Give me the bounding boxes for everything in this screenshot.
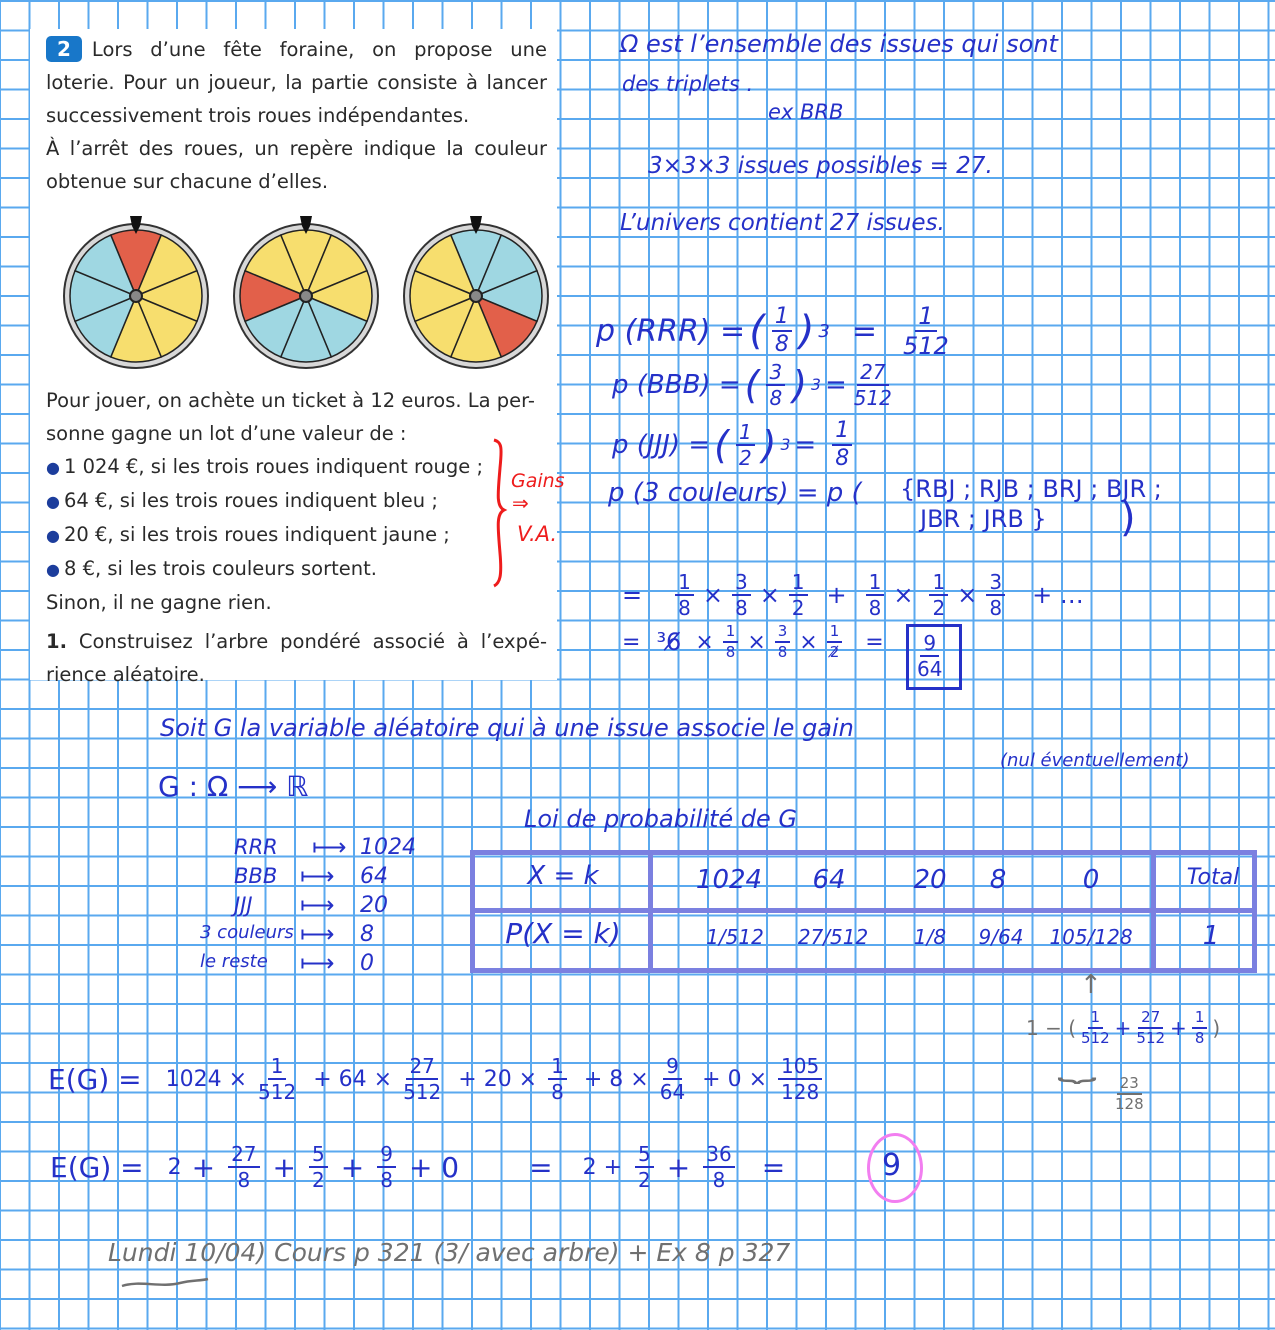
- exercise-number-badge: 2: [46, 36, 82, 62]
- homework-note: Lundi 10/04) Cours p 321 (3/ avec arbre) + Ex 8 p 327: [108, 1238, 791, 1267]
- law-title: Loi de probabilité de G: [524, 805, 797, 833]
- numerator: 27: [1138, 1010, 1163, 1029]
- numerator: 1: [736, 422, 755, 446]
- denominator: 8: [380, 1168, 393, 1192]
- plus: +: [1114, 1016, 1132, 1040]
- numerator: 1: [723, 624, 739, 643]
- annotation-arrow: ⇒: [512, 491, 529, 515]
- prob-cell: 1/512: [706, 925, 764, 949]
- fraction: [660, 1056, 685, 1102]
- question-line-2: rience aléatoire.: [46, 663, 205, 686]
- fraction: [403, 1056, 441, 1102]
- equals: =: [794, 430, 817, 460]
- denominator: 64: [917, 657, 943, 681]
- denominator: 8: [777, 643, 788, 661]
- issues-count: 3×3×3 issues possibles = 27.: [648, 153, 993, 179]
- plus: +: [340, 1150, 365, 1184]
- homework-underline-icon: [120, 1276, 210, 1290]
- value-cell: 0: [1082, 865, 1100, 895]
- numerator: 3: [732, 572, 751, 596]
- p-jjj-lhs: p (JJJ) =: [612, 430, 711, 460]
- p-3-couleurs-lhs: p (3 couleurs) = p (: [608, 478, 862, 508]
- plus: +: [826, 581, 847, 609]
- bullet-text: 64 €, si les trois roues indiquent bleu ;: [63, 489, 438, 512]
- table-row-divider: [475, 908, 1252, 913]
- p-bbb-lhs: p (BBB) =: [612, 370, 741, 400]
- intro-line-5: obtenue sur chacune d’elles.: [46, 170, 329, 193]
- wheel-3: [396, 208, 556, 373]
- fraction: [548, 1056, 567, 1102]
- p-3-couleurs-set-line-2: JBR ; JRB }: [920, 505, 1047, 533]
- denominator: 8: [237, 1168, 251, 1192]
- bullet-item: [46, 450, 547, 484]
- question-text-1: Construisez l’arbre pondéré associé à l’expé-: [78, 630, 547, 653]
- fraction: [772, 306, 792, 356]
- denominator: 8: [734, 596, 748, 620]
- annotation-gains: Gains: [511, 470, 565, 492]
- denominator: 8: [551, 1080, 564, 1104]
- denominator: 2: [312, 1168, 325, 1192]
- bullet-text: 8 €, si les trois couleurs sortent.: [63, 557, 377, 580]
- numerator: 1: [827, 624, 843, 643]
- bullet-icon: ●: [46, 526, 60, 545]
- bullet-text: 20 €, si les trois roues indiquent jaune ;: [63, 523, 450, 546]
- bullet-item: [46, 552, 547, 586]
- denominator: 8: [774, 332, 789, 357]
- result-line: = ³6̸ × $\frac{1}{8}$ × $\frac{3}{8}$ × $\frac{1}{2̸}$ =: [622, 622, 884, 661]
- equals: =: [529, 1150, 553, 1184]
- row-label-p: P(X = k): [505, 917, 621, 950]
- annotation-va: V.A.: [517, 522, 558, 546]
- denominator: 128: [1115, 1095, 1144, 1113]
- term: 2 +: [582, 1154, 623, 1180]
- maps-to-arrow-icon: ⟼: [312, 833, 347, 861]
- total-label: Total: [1186, 865, 1240, 890]
- numerator: 1: [1088, 1010, 1104, 1029]
- fraction: [258, 1056, 296, 1102]
- maps-to-arrow-icon: ⟼: [300, 920, 335, 948]
- p-bbb-line: p (BBB) = ( $\frac{3}{8}$ ) 3 = $\frac{27}{512}$: [612, 360, 892, 410]
- numerator: 9: [920, 633, 939, 657]
- p-jjj-line: p (JJJ) = ( $\frac{1}{2}$ ) 3 = $\frac{1}{8}$: [612, 420, 855, 470]
- rules-line-1: Pour jouer, on achète un ticket à 12 euros. La per-: [46, 389, 535, 412]
- row-label-x: X = k: [527, 861, 599, 891]
- wheels-illustration: [46, 208, 547, 378]
- denominator: 8: [868, 596, 882, 620]
- numerator: 1: [866, 572, 885, 596]
- denominator: 128: [781, 1080, 820, 1104]
- exponent: 3: [818, 320, 830, 342]
- numerator: 1: [772, 306, 792, 332]
- value-cell: 20: [913, 865, 947, 895]
- fraction: [377, 1144, 396, 1190]
- fraction: [1192, 1010, 1208, 1046]
- maps-to-arrow-icon: ⟼: [300, 862, 335, 890]
- maps-to-arrow-icon: ⟼: [300, 891, 335, 919]
- denominator: 2: [791, 596, 805, 620]
- fraction: [1115, 1076, 1144, 1112]
- otherwise-text: Sinon, il ne gagne rien.: [46, 591, 272, 614]
- numerator: 3: [766, 362, 785, 386]
- value-cell: 64: [812, 865, 846, 895]
- up-arrow-icon: ↑: [1080, 970, 1102, 1000]
- mapping-from: le reste: [200, 951, 268, 972]
- denominator: 8: [712, 1168, 726, 1192]
- numerator: 3: [986, 572, 1005, 596]
- fraction: [732, 572, 751, 618]
- mapping-to: 8: [360, 922, 374, 947]
- mapping-to: 0: [360, 951, 374, 976]
- maps-to-arrow-icon: ⟼: [300, 949, 335, 977]
- coefficient: ³6̸: [656, 628, 682, 656]
- fraction: [778, 1056, 822, 1102]
- mapping-from: 3 couleurs: [200, 922, 294, 943]
- fraction: [703, 1144, 734, 1190]
- fraction: [1136, 1010, 1165, 1046]
- denominator: 512: [258, 1080, 297, 1104]
- numerator: 23: [1117, 1076, 1142, 1095]
- fraction: [827, 624, 843, 660]
- mapping-to: 1024: [360, 835, 416, 860]
- denominator: 512: [403, 1080, 442, 1104]
- closing-paren: ): [1120, 495, 1136, 541]
- value-cell: 8: [989, 865, 1007, 895]
- univers-size: L’univers contient 27 issues.: [620, 210, 945, 236]
- expectation-line-2: [50, 1144, 785, 1190]
- intro-line-2: loterie. Pour un joueur, la partie consiste à lancer: [46, 71, 547, 94]
- question-number: 1.: [46, 630, 67, 653]
- fraction: [635, 1144, 654, 1190]
- denominator: 2̸: [829, 643, 840, 661]
- numerator: 27: [228, 1144, 259, 1168]
- denominator: 8: [1194, 1029, 1205, 1047]
- prob-cell: 27/512: [797, 925, 869, 949]
- fraction: [789, 572, 808, 618]
- denominator: 512: [1081, 1029, 1110, 1047]
- equals: =: [865, 629, 884, 655]
- fraction: [929, 572, 948, 618]
- expectation-lhs: E(G) =: [50, 1150, 144, 1184]
- omega-definition: Ω est l’ensemble des issues qui sont: [620, 30, 1058, 58]
- expectation-term-coef: + 8 ×: [583, 1066, 649, 1092]
- denominator: 8: [769, 386, 783, 410]
- fraction: [1081, 1010, 1110, 1046]
- denominator: 8: [678, 596, 691, 620]
- numerator: 105: [778, 1056, 822, 1080]
- fraction: [866, 572, 885, 618]
- omega-definition-2: des triplets .: [622, 72, 754, 96]
- fraction: [986, 572, 1005, 618]
- denominator: 8: [835, 446, 850, 471]
- p-rrr-line: p (RRR) = ( $\frac{1}{8}$ ) 3 = $\frac{1}{512}$: [596, 302, 949, 360]
- fraction: [775, 624, 791, 660]
- numerator: 27: [857, 362, 888, 386]
- numerator: 1: [1192, 1010, 1208, 1029]
- numerator: 1: [675, 572, 694, 596]
- exponent: 3: [780, 436, 791, 454]
- sum-line: = $\frac{1}{8}$ × $\frac{3}{8}$ × $\frac{1}{2}$ + $\frac{1}{8}$ × $\frac{1}{2}$ × $\frac{3}{8}$ + …: [622, 570, 1084, 620]
- complement-suffix: ): [1212, 1016, 1221, 1040]
- table-col-divider: [648, 855, 653, 968]
- table-col-divider: [1151, 855, 1156, 968]
- numerator: 1: [268, 1056, 287, 1080]
- mapping-to: 64: [360, 864, 388, 889]
- mapping-to: 20: [360, 893, 388, 918]
- equals: =: [851, 313, 878, 349]
- equals: =: [622, 581, 643, 609]
- plus: +: [191, 1150, 216, 1184]
- fraction: [309, 1144, 328, 1190]
- numerator: 1: [548, 1056, 567, 1080]
- numerator: 27: [406, 1056, 437, 1080]
- expectation-term-coef: + 0 ×: [702, 1066, 768, 1092]
- mapping-from: JJJ: [234, 893, 253, 917]
- plus: +: [666, 1150, 691, 1184]
- boxed-result: [906, 624, 962, 690]
- expectation-term-coef: + 20 ×: [458, 1066, 538, 1092]
- intro-line-4: À l’arrêt des roues, un repère indique la couleur: [46, 137, 547, 160]
- underbrace-icon: ⏟: [1057, 1048, 1097, 1083]
- fraction: [854, 362, 892, 408]
- probability-law-table: [470, 850, 1257, 973]
- numerator: 1: [915, 304, 936, 332]
- equals: =: [761, 1150, 786, 1184]
- numerator: 1: [929, 572, 948, 596]
- denominator: 2: [932, 596, 946, 620]
- expectation-lhs: E(G) =: [48, 1062, 142, 1096]
- numerator: 5: [635, 1144, 654, 1168]
- complement-calc: [1026, 1010, 1220, 1046]
- fraction: [766, 362, 785, 408]
- mapping-from: RRR: [234, 835, 278, 859]
- wheel-1: [56, 208, 216, 373]
- mapping-signature: G : Ω ⟶ ℝ: [158, 770, 309, 803]
- intro-text-1: Lors d’une fête foraine, on propose une: [91, 38, 547, 61]
- random-variable-definition-note: (nul éventuellement): [1000, 750, 1190, 771]
- plus: +: [272, 1150, 296, 1184]
- denominator: 512: [903, 332, 949, 360]
- fraction: [723, 624, 739, 660]
- bullet-item: [46, 484, 547, 518]
- expectation-term-coef: + 64 ×: [313, 1066, 393, 1092]
- question-line-1: [46, 625, 547, 658]
- wheel-2: [226, 208, 386, 373]
- fraction: [228, 1144, 259, 1190]
- denominator: 8: [725, 643, 736, 661]
- red-brace-icon: [488, 438, 508, 588]
- numerator: 1: [832, 420, 852, 446]
- prob-cell: 1/8: [913, 925, 947, 949]
- numerator: 3: [775, 624, 791, 643]
- rules-line-2: sonne gagne un lot d’une valeur de :: [46, 422, 407, 445]
- fraction: [832, 420, 852, 470]
- expectation-term-coef: 1024 ×: [165, 1066, 248, 1092]
- exponent: 3: [811, 376, 821, 394]
- p-3-couleurs-set-line-1: {RBJ ; RJB ; BRJ ; BJR ;: [900, 475, 1162, 503]
- random-variable-definition: Soit G la variable aléatoire qui à une issue associe le gain: [160, 714, 854, 742]
- bullet-icon: ●: [46, 560, 60, 579]
- bullet-text: 1 024 €, si les trois roues indiquent rouge ;: [63, 455, 484, 478]
- plus: +: [1170, 1016, 1187, 1040]
- textbook-excerpt: [30, 29, 557, 686]
- numerator: 9: [663, 1056, 682, 1080]
- value-cell: 1024: [695, 865, 763, 895]
- term: 2: [167, 1154, 182, 1180]
- denominator: 2: [738, 446, 752, 470]
- expectation-result: 9: [882, 1148, 902, 1183]
- intro-line-3: successivement trois roues indépendantes.: [46, 104, 470, 127]
- denominator: 64: [659, 1080, 686, 1104]
- fraction: [917, 633, 942, 679]
- wheel-hub: [300, 290, 312, 302]
- total-value: 1: [1202, 921, 1220, 951]
- p-rrr-lhs: p (RRR) =: [596, 313, 746, 349]
- fraction: [736, 422, 755, 468]
- bullet-icon: ●: [46, 492, 60, 511]
- fraction: [675, 572, 694, 618]
- prob-cell: 105/128: [1049, 925, 1133, 949]
- plus-zero: + 0: [408, 1150, 460, 1184]
- intro-line-1: [46, 33, 547, 66]
- fraction: [903, 304, 949, 358]
- wheel-hub: [130, 290, 142, 302]
- equals: =: [824, 370, 847, 400]
- mapping-from: BBB: [234, 864, 278, 888]
- expectation-line-1: [48, 1056, 825, 1102]
- numerator: 9: [377, 1144, 396, 1168]
- wheel-hub: [470, 290, 482, 302]
- denominator: 2: [638, 1168, 651, 1192]
- equals: =: [622, 629, 641, 655]
- numerator: 1: [789, 572, 808, 596]
- ellipsis: + …: [1032, 581, 1084, 609]
- numerator: 36: [703, 1144, 734, 1168]
- complement-prefix: 1 − (: [1026, 1016, 1076, 1040]
- numerator: 5: [309, 1144, 328, 1168]
- denominator: 512: [853, 386, 892, 410]
- denominator: 8: [989, 596, 1003, 620]
- prob-cell: 9/64: [978, 925, 1024, 949]
- bullet-item: [46, 518, 547, 552]
- complement-result: [1112, 1076, 1147, 1112]
- denominator: 512: [1136, 1029, 1166, 1047]
- bullet-icon: ●: [46, 458, 60, 477]
- example-text: ex BRB: [768, 100, 844, 124]
